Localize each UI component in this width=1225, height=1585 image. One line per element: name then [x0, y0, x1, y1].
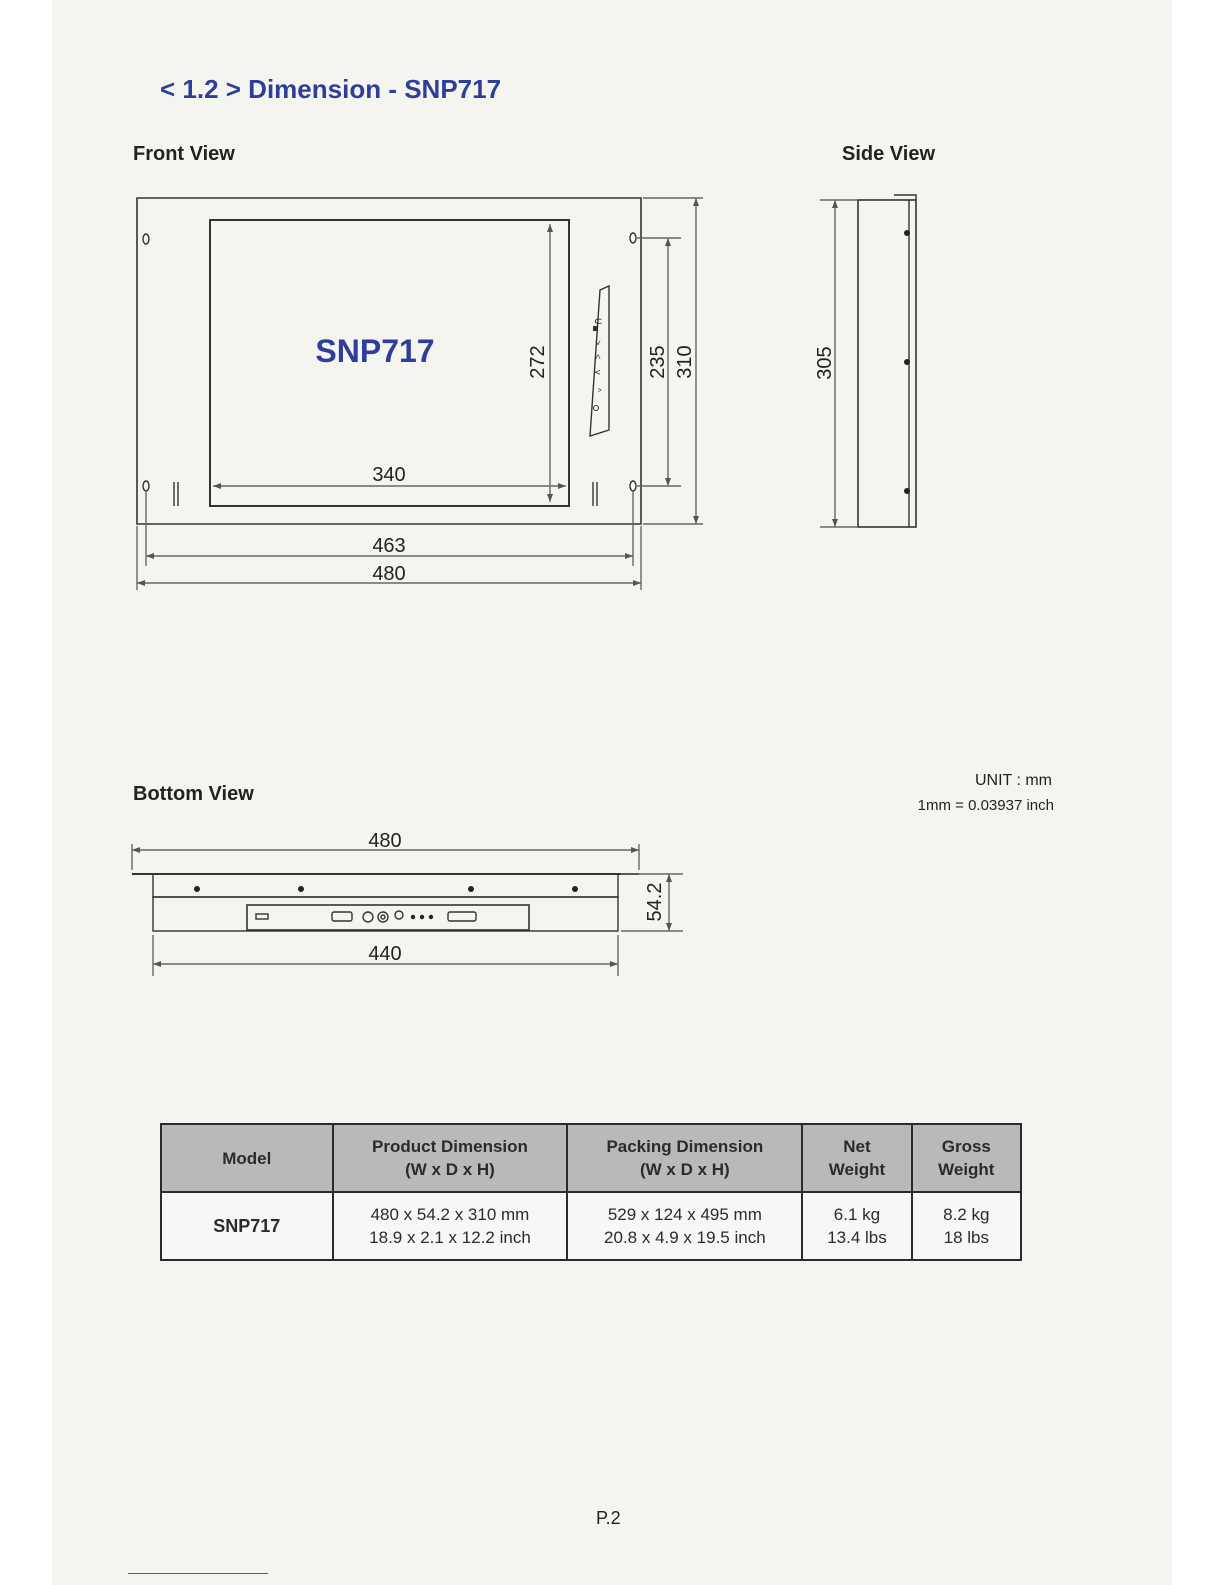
dim-total-width: 480: [372, 563, 406, 585]
page-title: < 1.2 > Dimension - SNP717: [160, 74, 502, 104]
cell-product-dimension: 480 x 54.2 x 310 mm 18.9 x 2.1 x 12.2 inch: [333, 1192, 568, 1260]
table-header-row: [161, 1124, 1021, 1192]
bottom-view-label: Bottom View: [133, 783, 254, 805]
footer-link-line: [128, 1573, 268, 1574]
dim-mount-height: 235: [647, 345, 669, 379]
unit-label: UNIT : mm: [974, 772, 1052, 789]
svg-text:v: v: [593, 370, 603, 375]
header-net-weight: Net Weight: [802, 1124, 911, 1192]
bottom-view-drawing: [125, 830, 695, 980]
cell-packing-dimension: 529 x 124 x 495 mm 20.8 x 4.9 x 19.5 inch: [567, 1192, 802, 1260]
svg-text:ᑌ: ᑌ: [593, 318, 603, 325]
cell-net-weight: 6.1 kg 13.4 lbs: [802, 1192, 911, 1260]
header-product-dimension: Product Dimension (W x D x H): [333, 1124, 568, 1192]
front-view-label: Front View: [133, 143, 235, 165]
dim-bottom-total-width: 480: [368, 830, 402, 852]
side-view-label: Side View: [842, 143, 936, 165]
unit-conversion: 1mm = 0.03937 inch: [917, 797, 1054, 814]
svg-text:>: >: [593, 340, 603, 346]
svg-text:<: <: [593, 354, 603, 360]
dim-mount-width: 463: [372, 535, 406, 557]
dim-bottom-body-width: 440: [368, 943, 402, 965]
spec-table: [160, 1123, 1022, 1261]
header-packing-dimension: Packing Dimension (W x D x H): [567, 1124, 802, 1192]
table-row: [161, 1192, 1021, 1260]
front-brand-label: SNP717: [315, 333, 435, 369]
page-number: P.2: [596, 1508, 621, 1528]
svg-text:^: ^: [593, 388, 603, 393]
dim-screen-height: 272: [527, 345, 549, 379]
cell-gross-weight: 8.2 kg 18 lbs: [912, 1192, 1021, 1260]
front-view-drawing: [125, 190, 715, 600]
side-view-drawing: [810, 190, 940, 535]
header-model: Model: [161, 1124, 333, 1192]
header-gross-weight: Gross Weight: [912, 1124, 1021, 1192]
cell-model: SNP717: [161, 1192, 333, 1260]
dim-total-height: 310: [674, 345, 696, 379]
dim-screen-width: 340: [372, 464, 406, 486]
dim-side-height: 305: [814, 346, 836, 380]
dim-bottom-depth: 54.2: [644, 882, 666, 922]
